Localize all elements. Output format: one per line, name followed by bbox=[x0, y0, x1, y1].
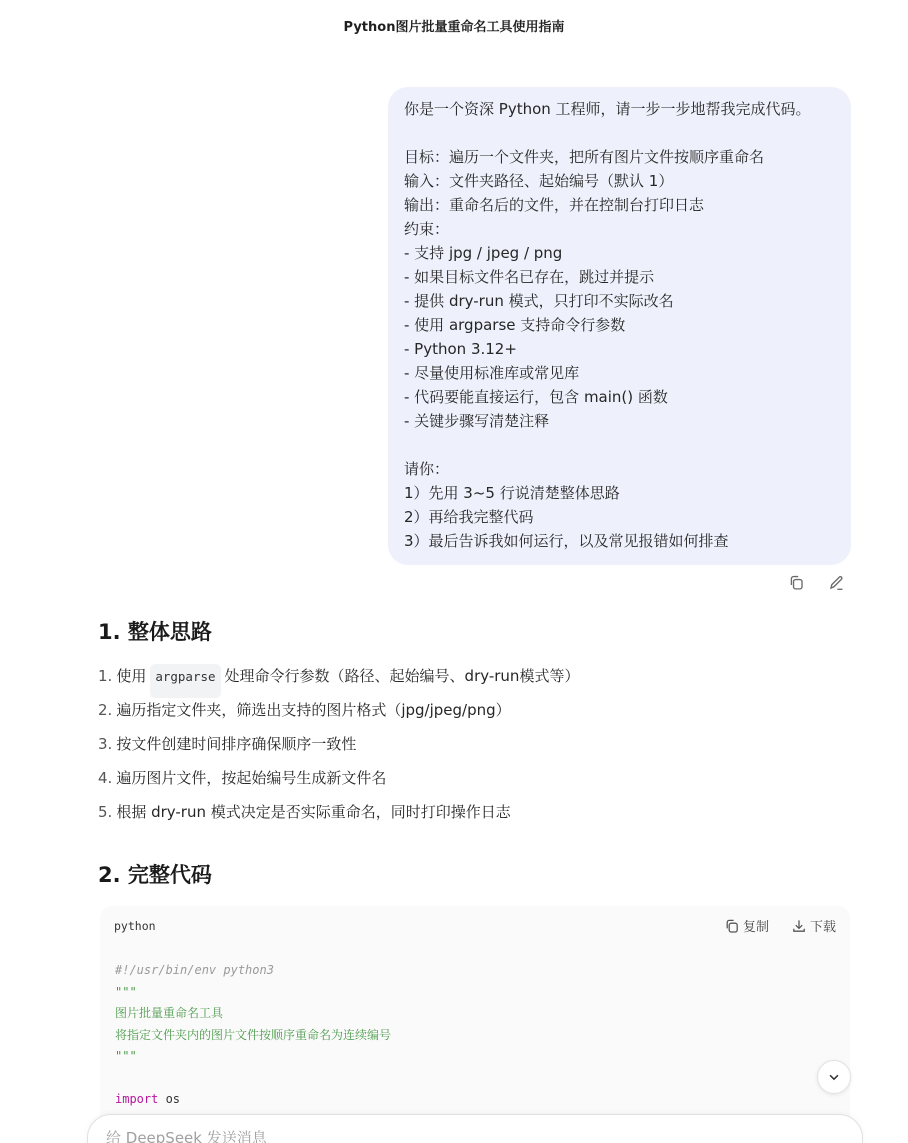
code-block-tools bbox=[724, 916, 836, 935]
code-language-label: python bbox=[114, 919, 156, 933]
code-line: """ bbox=[115, 984, 137, 999]
code-block-header bbox=[100, 906, 850, 946]
user-message-line: - 尽量使用标准库或常见库 bbox=[404, 364, 580, 382]
message-actions bbox=[786, 572, 846, 592]
message-input[interactable] bbox=[106, 1129, 706, 1143]
code-keyword: import bbox=[115, 1092, 159, 1106]
code-line: 图片批量重命名工具 bbox=[115, 1006, 224, 1020]
user-message-line: 输出：重命名后的文件，并在控制台打印日志 bbox=[404, 196, 705, 214]
list-item-text: 遍历指定文件夹，筛选出支持的图片格式（jpg/jpeg/png） bbox=[116, 701, 511, 719]
user-message-line: 3）最后告诉我如何运行，以及常见报错如何排查 bbox=[404, 532, 729, 550]
code-line bbox=[115, 1089, 835, 1111]
list-item bbox=[98, 800, 850, 834]
user-message-line: 约束： bbox=[404, 220, 450, 238]
code-line: """ bbox=[115, 1049, 137, 1063]
top-bar bbox=[0, 0, 908, 50]
user-message-line: 请你： bbox=[404, 460, 450, 478]
user-message-line bbox=[404, 121, 835, 145]
message-composer bbox=[87, 1114, 863, 1143]
copy-code-label: 复制 bbox=[742, 920, 769, 935]
list-item bbox=[98, 698, 850, 732]
code-line bbox=[115, 1068, 835, 1090]
download-code-label: 下载 bbox=[809, 920, 836, 935]
user-message-line: 目标：遍历一个文件夹，把所有图片文件按顺序重命名 bbox=[404, 148, 765, 166]
list-item-text: 处理命令行参数（路径、起始编号、dry-run模式等） bbox=[224, 667, 580, 685]
user-message-line: - Python 3.12+ bbox=[404, 340, 517, 358]
user-message-line: - 代码要能直接运行，包含 main() 函数 bbox=[404, 388, 668, 406]
section-heading-code: 2. 完整代码 bbox=[98, 863, 212, 887]
user-message-line: - 使用 argparse 支持命令行参数 bbox=[404, 316, 626, 334]
list-item-number: 1. bbox=[98, 667, 113, 685]
user-message-line: - 关键步骤写清楚注释 bbox=[404, 412, 550, 430]
code-line: #!/usr/bin/env python3 bbox=[115, 963, 274, 977]
chevron-down-icon bbox=[827, 1070, 841, 1084]
user-message-line: 输入：文件夹路径、起始编号（默认 1） bbox=[404, 172, 674, 190]
user-message-line bbox=[404, 433, 835, 457]
copy-code-button[interactable] bbox=[724, 916, 769, 935]
section-heading-approach: 1. 整体思路 bbox=[98, 620, 212, 644]
conversation-title: Python图片批量重命名工具使用指南 bbox=[343, 19, 565, 35]
list-item-number: 5. bbox=[98, 803, 113, 821]
edit-message-button[interactable] bbox=[826, 572, 846, 592]
user-message-line: - 支持 jpg / jpeg / png bbox=[404, 244, 563, 262]
copy-icon bbox=[788, 574, 805, 591]
list-item-number: 3. bbox=[98, 735, 113, 753]
list-item bbox=[98, 664, 850, 698]
list-item-text: 使用 bbox=[116, 667, 147, 685]
list-item bbox=[98, 732, 850, 766]
user-message-line: 1）先用 3~5 行说清楚整体思路 bbox=[404, 484, 620, 502]
list-item-text: 按文件创建时间排序确保顺序一致性 bbox=[116, 735, 357, 753]
user-message-line: - 如果目标文件名已存在，跳过并提示 bbox=[404, 268, 655, 286]
approach-steps-list bbox=[98, 664, 850, 834]
inline-code: argparse bbox=[150, 664, 220, 698]
list-item-text: 遍历图片文件，按起始编号生成新文件名 bbox=[116, 769, 387, 787]
user-message-line: - 提供 dry-run 模式，只打印不实际改名 bbox=[404, 292, 674, 310]
list-item-text: 根据 dry-run 模式决定是否实际重命名，同时打印操作日志 bbox=[116, 803, 511, 821]
code-content bbox=[100, 946, 850, 1111]
list-item bbox=[98, 766, 850, 800]
list-item-number: 2. bbox=[98, 701, 113, 719]
user-message-line: 2）再给我完整代码 bbox=[404, 508, 534, 526]
code-text: os bbox=[158, 1092, 181, 1106]
user-message-bubble bbox=[388, 87, 851, 565]
user-message-line: 你是一个资深 Python 工程师，请一步一步地帮我完成代码。 bbox=[404, 100, 811, 118]
edit-icon bbox=[828, 574, 845, 591]
download-code-button[interactable] bbox=[791, 916, 836, 935]
copy-icon bbox=[724, 918, 740, 934]
scroll-to-bottom-button[interactable] bbox=[817, 1060, 851, 1094]
code-block bbox=[100, 906, 850, 1143]
code-line: 将指定文件夹内的图片文件按顺序重命名为连续编号 bbox=[115, 1027, 392, 1042]
copy-message-button[interactable] bbox=[786, 572, 806, 592]
download-icon bbox=[791, 918, 807, 934]
list-item-number: 4. bbox=[98, 769, 113, 787]
